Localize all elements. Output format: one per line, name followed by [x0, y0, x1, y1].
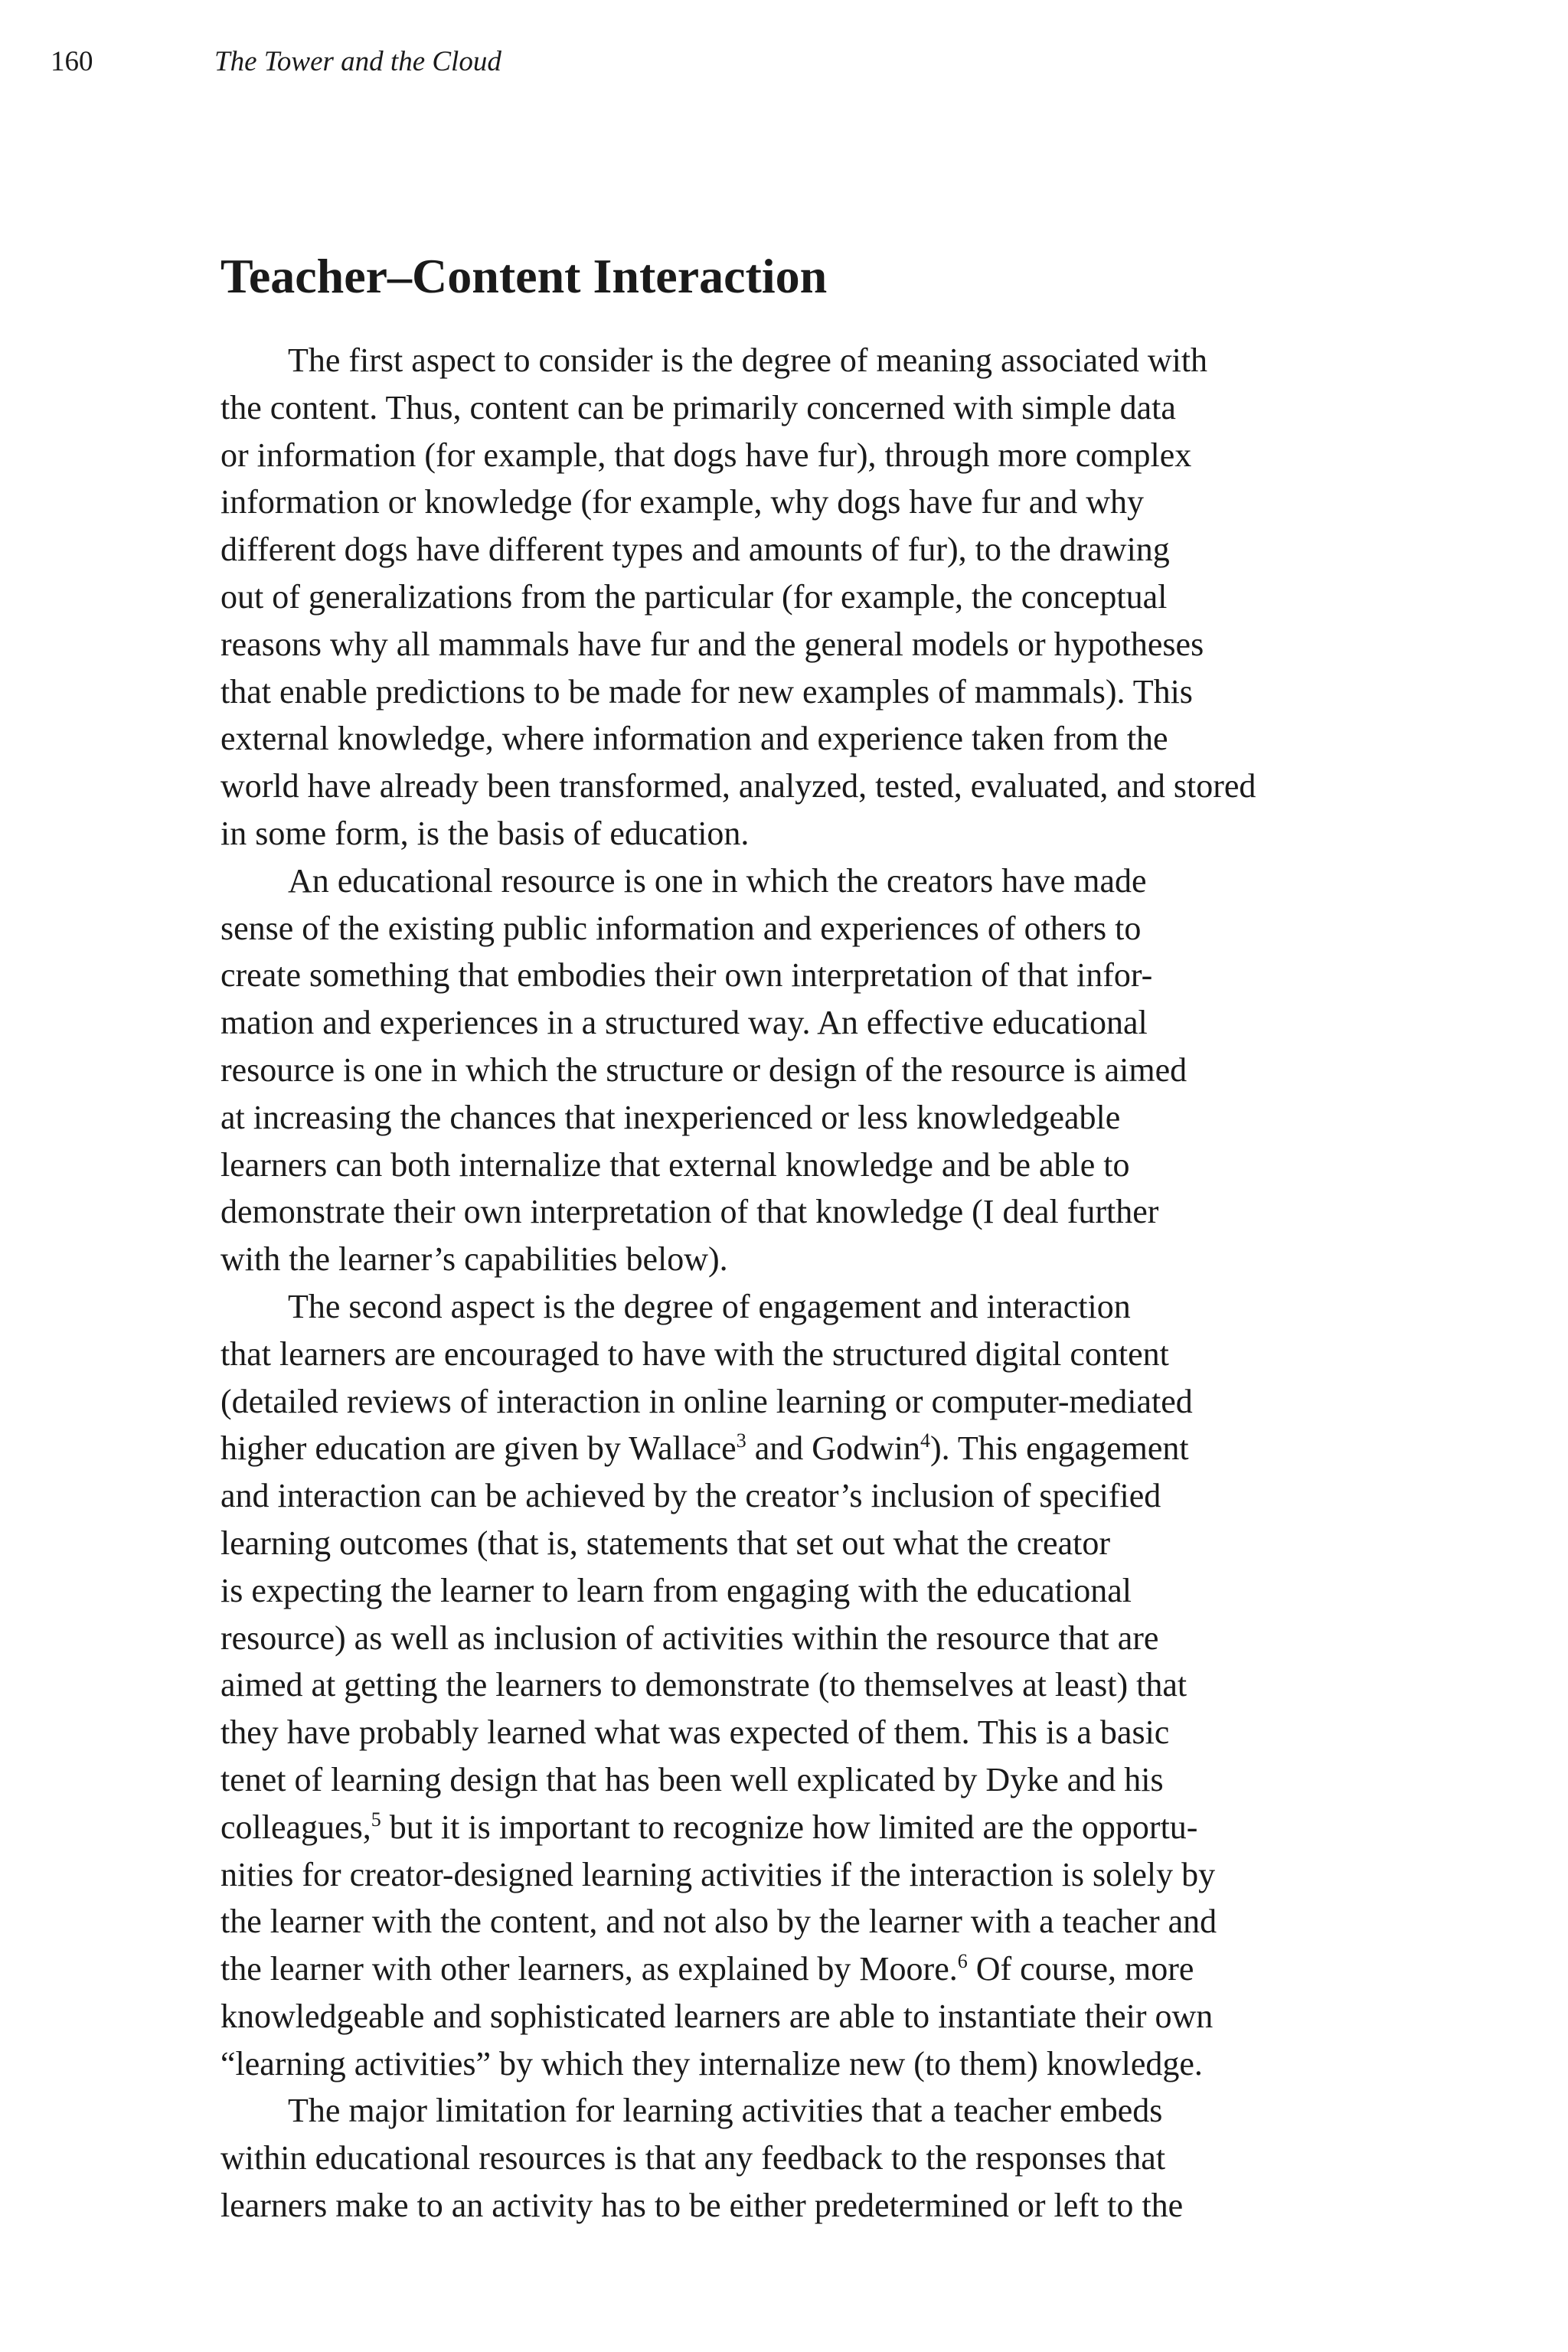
text-line: (detailed reviews of interaction in online learning or computer-mediated [220, 1382, 1193, 1420]
text-line: that enable predictions to be made for new examples of mammals). This [220, 672, 1193, 710]
footnote-ref-4: 4 [920, 1429, 930, 1452]
text-line: in some form, is the basis of education. [220, 814, 750, 852]
text-run: Of course, more [967, 1950, 1194, 1988]
text-line: mation and experiences in a structured way. An effective educational [220, 1004, 1148, 1042]
text-line-with-refs [220, 1425, 1354, 1472]
text-line: world have already been transformed, analyzed, tested, evaluated, and stored [220, 767, 1256, 805]
text-line: is expecting the learner to learn from engaging with the educational [220, 1571, 1132, 1609]
text-line: the learner with the content, and not also by the learner with a teacher and [220, 1903, 1217, 1941]
text-run: ). This engagement [930, 1429, 1189, 1468]
text-line: sense of the existing public information and experiences of others to [220, 909, 1142, 947]
page-number: 160 [51, 46, 93, 77]
text-run: and Godwin [746, 1429, 920, 1468]
text-run: higher education are given by Wallace [220, 1429, 737, 1468]
paragraph-2 [220, 858, 1354, 1283]
text-line: different dogs have different types and amounts of fur), to the drawing [220, 531, 1170, 569]
text-run: but it is important to recognize how limited are the opportu- [381, 1808, 1198, 1846]
text-line: that learners are encouraged to have with the structured digital content [220, 1334, 1169, 1373]
footnote-ref-3: 3 [736, 1429, 746, 1452]
text-line: information or knowledge (for example, why dogs have fur and why [220, 483, 1145, 521]
text-line: The major limitation for learning activities that a teacher embeds [288, 2092, 1163, 2130]
text-line: at increasing the chances that inexperienced or less knowledgeable [220, 1098, 1121, 1136]
text-line: reasons why all mammals have fur and the general models or hypotheses [220, 625, 1204, 663]
text-line: and interaction can be achieved by the creator’s inclusion of specified [220, 1477, 1161, 1515]
text-line: learners make to an activity has to be either predetermined or left to the [220, 2187, 1184, 2225]
text-line: knowledgeable and sophisticated learners are able to instantiate their own [220, 1997, 1214, 2035]
paragraph-4 [220, 2087, 1354, 2229]
text-line: or information (for example, that dogs have fur), through more complex [220, 436, 1192, 474]
text-line: within educational resources is that any feedback to the responses that [220, 2139, 1166, 2177]
text-line: The first aspect to consider is the degree of meaning associated with [288, 341, 1208, 379]
section-heading: Teacher–Content Interaction [220, 249, 828, 303]
text-line: learning outcomes (that is, statements that set out what the creator [220, 1524, 1110, 1562]
running-head [51, 47, 501, 76]
text-line: resource) as well as inclusion of activities within the resource that are [220, 1619, 1159, 1657]
text-line: out of generalizations from the particular (for example, the conceptual [220, 577, 1168, 616]
text-line: external knowledge, where information and experience taken from the [220, 720, 1168, 758]
text-line: An educational resource is one in which the creators have made [288, 861, 1147, 900]
text-line: The second aspect is the degree of engagement and interaction [288, 1287, 1131, 1325]
paragraph-3 [220, 1283, 1354, 2088]
text-line: demonstrate their own interpretation of that knowledge (I deal further [220, 1193, 1159, 1231]
text-run: colleagues, [220, 1808, 371, 1846]
footnote-ref-6: 6 [957, 1950, 968, 1973]
paragraph-1 [220, 337, 1354, 858]
text-line: resource is one in which the structure or design of the resource is aimed [220, 1050, 1187, 1089]
text-line: the content. Thus, content can be primarily concerned with simple data [220, 388, 1176, 426]
text-line: nities for creator-designed learning activities if the interaction is solely by [220, 1855, 1216, 1893]
text-line: tenet of learning design that has been well explicated by Dyke and his [220, 1760, 1164, 1798]
body-text [220, 337, 1354, 2230]
text-line: create something that embodies their own interpretation of that infor- [220, 956, 1153, 995]
text-line: with the learner’s capabilities below). [220, 1240, 728, 1279]
text-line-with-ref [220, 1945, 1354, 1993]
text-line: aimed at getting the learners to demonstrate (to themselves at least) that [220, 1666, 1187, 1704]
text-line: “learning activities” by which they internalize new (to them) knowledge. [220, 2044, 1203, 2082]
text-run: the learner with other learners, as explained by Moore. [220, 1950, 958, 1988]
book-title: The Tower and the Cloud [214, 46, 501, 77]
text-line: learners can both internalize that external knowledge and be able to [220, 1145, 1130, 1184]
text-line-with-ref [220, 1804, 1354, 1851]
footnote-ref-5: 5 [371, 1808, 381, 1831]
text-line: they have probably learned what was expected of them. This is a basic [220, 1713, 1170, 1752]
